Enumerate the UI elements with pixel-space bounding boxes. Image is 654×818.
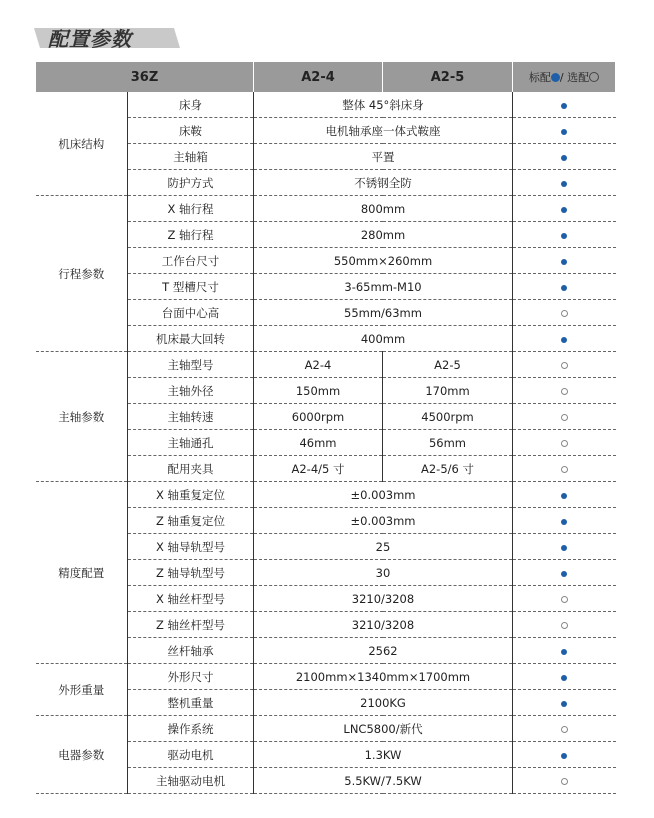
standard-dot-icon — [561, 649, 567, 655]
standard-dot-icon — [561, 545, 567, 551]
config-mark-cell — [513, 508, 616, 534]
open-circle-icon — [589, 72, 599, 82]
config-mark-cell — [513, 586, 616, 612]
standard-dot-icon — [561, 285, 567, 291]
config-mark-cell — [513, 144, 616, 170]
value-cell: 不锈钢全防 — [254, 170, 513, 196]
category-cell: 机床结构 — [36, 92, 128, 196]
item-cell: 整机重量 — [128, 690, 254, 716]
item-cell: 机床最大回转 — [128, 326, 254, 352]
item-cell: Z 轴重复定位 — [128, 508, 254, 534]
item-cell: T 型槽尺寸 — [128, 274, 254, 300]
item-cell: 主轴驱动电机 — [128, 768, 254, 794]
value-cell: 5.5KW/7.5KW — [254, 768, 513, 794]
item-cell: X 轴导轨型号 — [128, 534, 254, 560]
item-cell: 主轴箱 — [128, 144, 254, 170]
table-row — [36, 664, 616, 690]
item-cell: 配用夹具 — [128, 456, 254, 482]
optional-circle-icon — [561, 440, 568, 447]
config-mark-cell — [513, 664, 616, 690]
optional-circle-icon — [561, 622, 568, 629]
value-cell: ±0.003mm — [254, 482, 513, 508]
table-header — [36, 62, 616, 92]
table-row — [36, 352, 616, 378]
value-cell: 整体 45°斜床身 — [254, 92, 513, 118]
item-cell: 主轴外径 — [128, 378, 254, 404]
value-cell-a: 46mm — [254, 430, 383, 456]
config-mark-cell — [513, 638, 616, 664]
standard-dot-icon — [561, 155, 567, 161]
value-cell: 25 — [254, 534, 513, 560]
item-cell: 主轴型号 — [128, 352, 254, 378]
config-mark-cell — [513, 742, 616, 768]
value-cell: 2562 — [254, 638, 513, 664]
config-mark-cell — [513, 612, 616, 638]
item-cell: X 轴重复定位 — [128, 482, 254, 508]
optional-circle-icon — [561, 362, 568, 369]
config-mark-cell — [513, 560, 616, 586]
config-mark-cell — [513, 534, 616, 560]
standard-dot-icon — [561, 701, 567, 707]
config-mark-cell — [513, 456, 616, 482]
item-cell: 主轴通孔 — [128, 430, 254, 456]
config-mark-cell — [513, 274, 616, 300]
item-cell: 主轴转速 — [128, 404, 254, 430]
value-cell: 2100KG — [254, 690, 513, 716]
item-cell: X 轴行程 — [128, 196, 254, 222]
value-cell: 2100mm×1340mm×1700mm — [254, 664, 513, 690]
config-mark-cell — [513, 170, 616, 196]
value-cell: 400mm — [254, 326, 513, 352]
category-cell: 外形重量 — [36, 664, 128, 716]
value-cell: 30 — [254, 560, 513, 586]
value-cell: 平置 — [254, 144, 513, 170]
config-mark-cell — [513, 248, 616, 274]
spec-table — [35, 62, 616, 794]
item-cell: 台面中心高 — [128, 300, 254, 326]
item-cell: X 轴丝杆型号 — [128, 586, 254, 612]
item-cell: 床鞍 — [128, 118, 254, 144]
item-cell: 操作系统 — [128, 716, 254, 742]
optional-circle-icon — [561, 778, 568, 785]
value-cell-a: A2-4/5 寸 — [254, 456, 383, 482]
filled-circle-icon — [551, 73, 560, 82]
standard-dot-icon — [561, 181, 567, 187]
category-cell: 精度配置 — [36, 482, 128, 664]
header-model: 36Z — [36, 62, 254, 92]
config-mark-cell — [513, 430, 616, 456]
header-variant-a: A2-4 — [254, 62, 383, 92]
standard-dot-icon — [561, 103, 567, 109]
standard-dot-icon — [561, 519, 567, 525]
item-cell: 防护方式 — [128, 170, 254, 196]
section-title — [34, 22, 180, 51]
value-cell: 280mm — [254, 222, 513, 248]
category-cell: 行程参数 — [36, 196, 128, 352]
value-cell-a: 6000rpm — [254, 404, 383, 430]
value-cell: 55mm/63mm — [254, 300, 513, 326]
value-cell: 3210/3208 — [254, 586, 513, 612]
item-cell: 丝杆轴承 — [128, 638, 254, 664]
config-mark-cell — [513, 378, 616, 404]
config-mark-cell — [513, 768, 616, 794]
table-row — [36, 716, 616, 742]
page-title: 配置参数 — [48, 27, 132, 51]
optional-circle-icon — [561, 466, 568, 473]
value-cell: 电机轴承座一体式鞍座 — [254, 118, 513, 144]
value-cell: 3210/3208 — [254, 612, 513, 638]
standard-dot-icon — [561, 233, 567, 239]
item-cell: Z 轴导轨型号 — [128, 560, 254, 586]
config-mark-cell — [513, 352, 616, 378]
category-cell: 电器参数 — [36, 716, 128, 794]
value-cell-a: 150mm — [254, 378, 383, 404]
value-cell: 800mm — [254, 196, 513, 222]
optional-circle-icon — [561, 596, 568, 603]
legend-standard-label: 标配 — [528, 71, 551, 84]
value-cell: 550mm×260mm — [254, 248, 513, 274]
standard-dot-icon — [561, 259, 567, 265]
header-legend — [513, 62, 616, 92]
standard-dot-icon — [561, 129, 567, 135]
config-mark-cell — [513, 196, 616, 222]
table-row — [36, 196, 616, 222]
value-cell-b: A2-5 — [383, 352, 513, 378]
standard-dot-icon — [561, 571, 567, 577]
optional-circle-icon — [561, 310, 568, 317]
standard-dot-icon — [561, 337, 567, 343]
standard-dot-icon — [561, 753, 567, 759]
config-mark-cell — [513, 92, 616, 118]
item-cell: 工作台尺寸 — [128, 248, 254, 274]
value-cell-a: A2-4 — [254, 352, 383, 378]
optional-circle-icon — [561, 414, 568, 421]
value-cell: 1.3KW — [254, 742, 513, 768]
table-row — [36, 482, 616, 508]
config-mark-cell — [513, 222, 616, 248]
item-cell: 床身 — [128, 92, 254, 118]
item-cell: 外形尺寸 — [128, 664, 254, 690]
optional-circle-icon — [561, 388, 568, 395]
config-mark-cell — [513, 690, 616, 716]
header-variant-b: A2-5 — [383, 62, 513, 92]
value-cell: ±0.003mm — [254, 508, 513, 534]
config-mark-cell — [513, 118, 616, 144]
config-mark-cell — [513, 716, 616, 742]
optional-circle-icon — [561, 726, 568, 733]
standard-dot-icon — [561, 675, 567, 681]
standard-dot-icon — [561, 493, 567, 499]
category-cell: 主轴参数 — [36, 352, 128, 482]
value-cell-b: A2-5/6 寸 — [383, 456, 513, 482]
table-row — [36, 92, 616, 118]
config-mark-cell — [513, 300, 616, 326]
item-cell: 驱动电机 — [128, 742, 254, 768]
value-cell-b: 170mm — [383, 378, 513, 404]
config-mark-cell — [513, 404, 616, 430]
value-cell: LNC5800/新代 — [254, 716, 513, 742]
table-body — [36, 92, 616, 794]
item-cell: Z 轴行程 — [128, 222, 254, 248]
item-cell: Z 轴丝杆型号 — [128, 612, 254, 638]
value-cell-b: 56mm — [383, 430, 513, 456]
legend-optional-label: / 选配 — [559, 71, 590, 84]
standard-dot-icon — [561, 207, 567, 213]
config-mark-cell — [513, 482, 616, 508]
config-mark-cell — [513, 326, 616, 352]
value-cell: 3-65mm-M10 — [254, 274, 513, 300]
value-cell-b: 4500rpm — [383, 404, 513, 430]
